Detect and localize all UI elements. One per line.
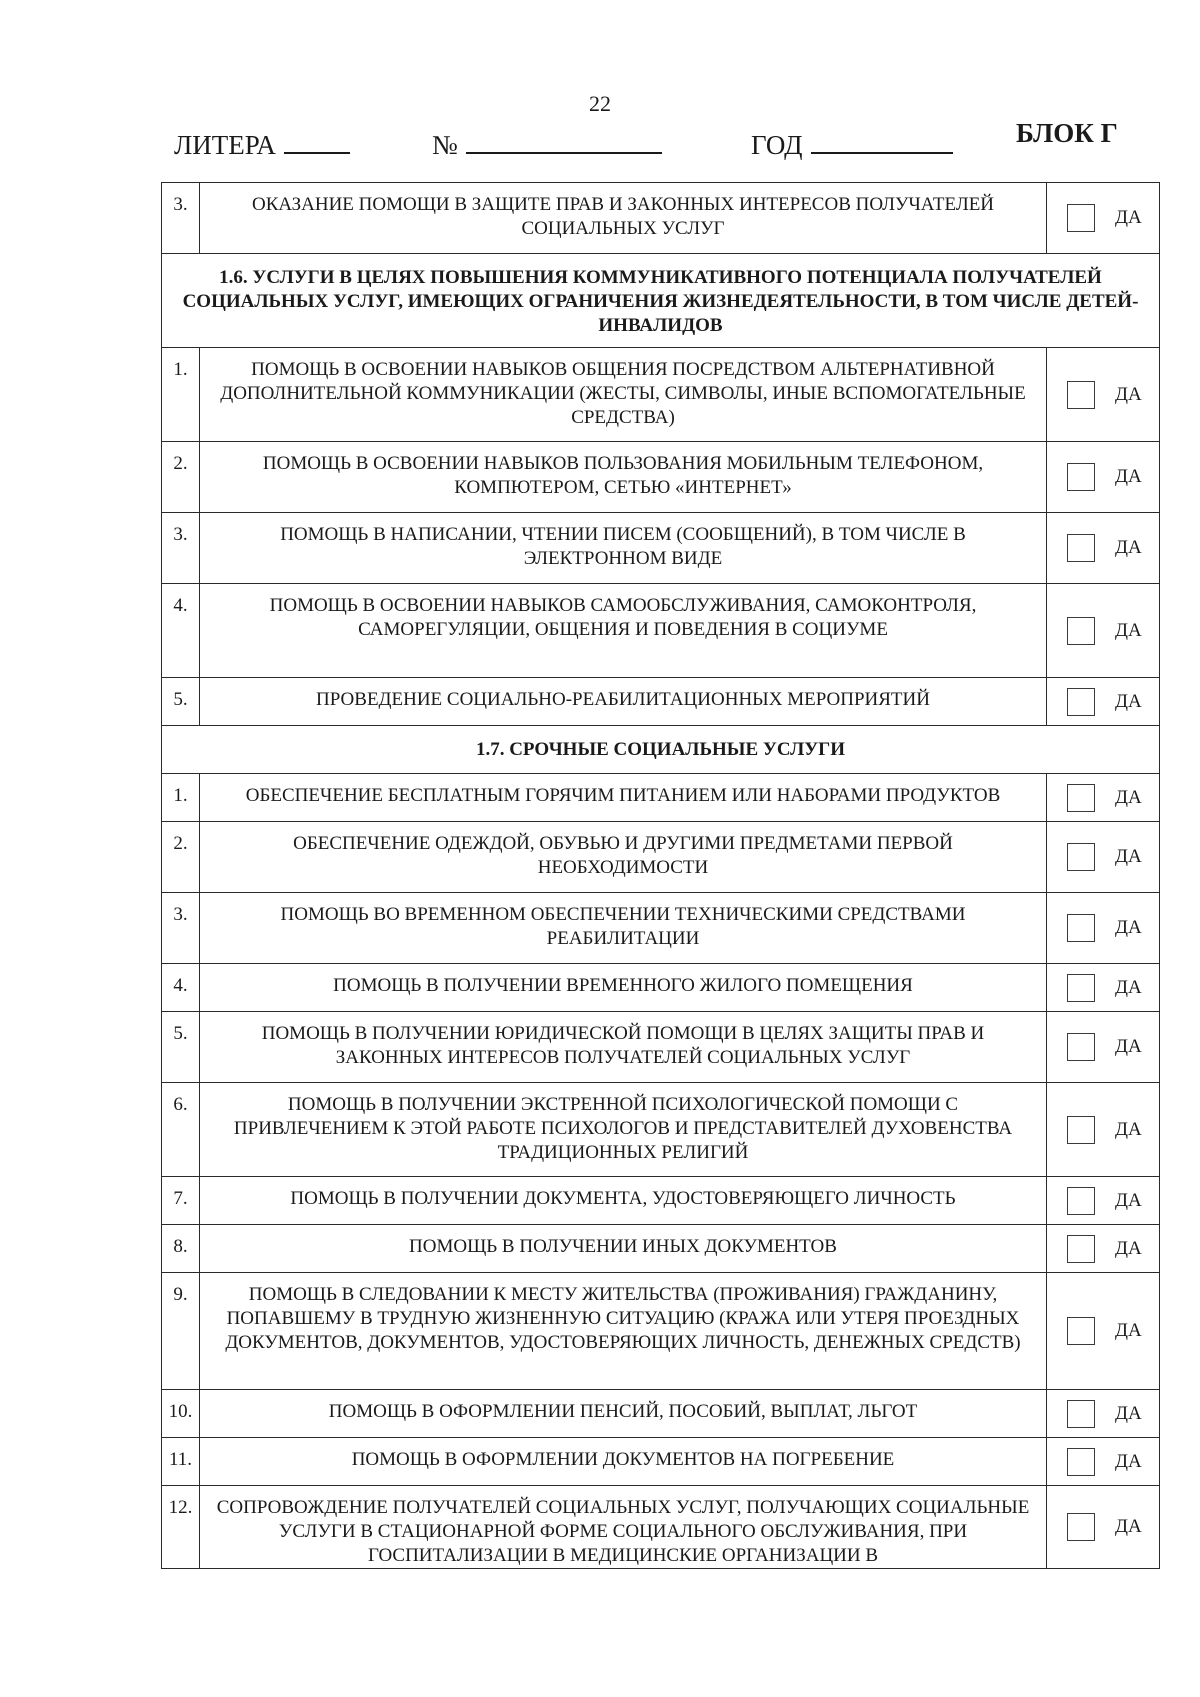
row-number: 7. [162,1177,200,1225]
litera-input-line[interactable] [284,128,350,154]
yes-label: ДА [1115,1118,1142,1140]
number-input-line[interactable] [466,128,662,154]
answer-group [1047,1513,1159,1541]
yes-checkbox[interactable] [1067,1187,1095,1215]
service-description: ПОМОЩЬ В ОСВОЕНИИ НАВЫКОВ ОБЩЕНИЯ ПОСРЕДСТВОМ АЛЬТЕРНАТИВНОЙ ДОПОЛНИТЕЛЬНОЙ КОММУНИКАЦИИ (ЖЕСТЫ, СИМВОЛЫ, ИНЫЕ ВСПОМОГАТЕЛЬНЫЕ СРЕДСТВА) [200,348,1047,442]
section-heading-row [162,254,1160,348]
row-number: 4. [162,964,200,1012]
yes-label: ДА [1115,1516,1142,1537]
yes-checkbox[interactable] [1067,617,1095,645]
yes-label: ДА [1115,786,1142,808]
answer-cell [1047,1083,1160,1177]
yes-checkbox[interactable] [1067,534,1095,562]
answer-group [1047,1235,1159,1263]
yes-label: ДА [1115,1402,1142,1424]
answer-cell [1047,1486,1160,1569]
yes-label: ДА [1115,846,1142,867]
answer-group [1047,463,1159,491]
answer-group [1047,617,1159,645]
yes-label: ДА [1115,976,1142,998]
row-number: 5. [162,1012,200,1083]
answer-cell [1047,1012,1160,1083]
row-number: 9. [162,1273,200,1390]
answer-group [1047,974,1159,1002]
year-field [751,128,953,161]
answer-group [1047,534,1159,562]
yes-label: ДА [1115,383,1142,405]
yes-label: ДА [1115,1036,1142,1057]
services-table-body [162,183,1160,1569]
answer-group [1047,914,1159,942]
yes-label: ДА [1115,619,1142,641]
answer-group [1047,843,1159,871]
answer-cell [1047,183,1160,254]
answer-group [1047,1116,1159,1144]
yes-label: ДА [1115,917,1142,938]
service-row [162,1390,1160,1438]
section-heading: 1.6. УСЛУГИ В ЦЕЛЯХ ПОВЫШЕНИЯ КОММУНИКАТИВНОГО ПОТЕНЦИАЛА ПОЛУЧАТЕЛЕЙ СОЦИАЛЬНЫХ УСЛУГ, ИМЕЮЩИХ ОГРАНИЧЕНИЯ ЖИЗНЕДЕЯТЕЛЬНОСТИ, В ТОМ ЧИСЛЕ ДЕТЕЙ-ИНВАЛИДОВ [162,254,1160,348]
answer-cell [1047,678,1160,726]
number-field [432,128,662,161]
yes-label: ДА [1115,207,1142,228]
year-label: ГОД [751,130,803,160]
yes-label: ДА [1115,1237,1142,1259]
yes-checkbox[interactable] [1067,1448,1095,1476]
answer-group [1047,1033,1159,1061]
answer-group [1047,1448,1159,1476]
service-description: ОКАЗАНИЕ ПОМОЩИ В ЗАЩИТЕ ПРАВ И ЗАКОННЫХ ИНТЕРЕСОВ ПОЛУЧАТЕЛЕЙ СОЦИАЛЬНЫХ УСЛУГ [200,183,1047,254]
answer-cell [1047,893,1160,964]
service-row [162,348,1160,442]
row-number: 1. [162,774,200,822]
answer-cell [1047,1438,1160,1486]
yes-checkbox[interactable] [1067,381,1095,409]
service-row [162,1225,1160,1273]
services-table [161,182,1160,1569]
row-number: 5. [162,678,200,726]
yes-checkbox[interactable] [1067,1033,1095,1061]
yes-checkbox[interactable] [1067,1513,1095,1541]
service-description: ПОМОЩЬ В ПОЛУЧЕНИИ ЭКСТРЕННОЙ ПСИХОЛОГИЧЕСКОЙ ПОМОЩИ С ПРИВЛЕЧЕНИЕМ К ЭТОЙ РАБОТЕ ПСИХОЛОГОВ И ПРЕДСТАВИТЕЛЕЙ ДУХОВЕНСТВА ТРАДИЦИОННЫХ РЕЛИГИЙ [200,1083,1047,1177]
answer-cell [1047,513,1160,584]
service-row [162,183,1160,254]
answer-cell [1047,1225,1160,1273]
yes-label: ДА [1115,466,1142,487]
service-row [162,822,1160,893]
yes-label: ДА [1115,1450,1142,1472]
block-label: БЛОК Г [1016,118,1118,148]
answer-group [1047,1400,1159,1428]
yes-checkbox[interactable] [1067,784,1095,812]
row-number: 10. [162,1390,200,1438]
service-description: ПОМОЩЬ В ПОЛУЧЕНИИ ИНЫХ ДОКУМЕНТОВ [200,1225,1047,1273]
row-number: 11. [162,1438,200,1486]
answer-group [1047,1317,1159,1345]
year-input-line[interactable] [811,128,953,154]
service-description: ПОМОЩЬ В ОСВОЕНИИ НАВЫКОВ САМООБСЛУЖИВАНИЯ, САМОКОНТРОЛЯ, САМОРЕГУЛЯЦИИ, ОБЩЕНИЯ И ПОВЕДЕНИЯ В СОЦИУМЕ [200,584,1047,678]
service-row [162,1438,1160,1486]
service-row [162,1083,1160,1177]
yes-label: ДА [1115,1320,1142,1341]
service-description: СОПРОВОЖДЕНИЕ ПОЛУЧАТЕЛЕЙ СОЦИАЛЬНЫХ УСЛУГ, ПОЛУЧАЮЩИХ СОЦИАЛЬНЫЕ УСЛУГИ В СТАЦИОНАРНОЙ ФОРМЕ СОЦИАЛЬНОГО ОБСЛУЖИВАНИЯ, ПРИ ГОСПИТАЛИЗАЦИИ В МЕДИЦИНСКИЕ ОРГАНИЗАЦИИ В [200,1486,1047,1569]
service-row [162,1177,1160,1225]
section-heading-row [162,726,1160,774]
yes-checkbox[interactable] [1067,974,1095,1002]
service-row [162,513,1160,584]
answer-group [1047,784,1159,812]
answer-group [1047,1187,1159,1215]
yes-checkbox[interactable] [1067,843,1095,871]
service-row [162,774,1160,822]
litera-label: ЛИТЕРА [174,130,276,160]
yes-checkbox[interactable] [1067,1317,1095,1345]
answer-group [1047,688,1159,716]
yes-label: ДА [1115,537,1142,558]
yes-label: ДА [1115,690,1142,712]
answer-group [1047,381,1159,409]
answer-cell [1047,584,1160,678]
row-number: 1. [162,348,200,442]
service-description: ПОМОЩЬ В ОСВОЕНИИ НАВЫКОВ ПОЛЬЗОВАНИЯ МОБИЛЬНЫМ ТЕЛЕФОНОМ, КОМПЮТЕРОМ, СЕТЬЮ «ИНТЕРНЕТ» [200,442,1047,513]
yes-checkbox[interactable] [1067,1116,1095,1144]
row-number: 12. [162,1486,200,1569]
service-row [162,1012,1160,1083]
row-number: 3. [162,513,200,584]
service-row [162,678,1160,726]
service-row [162,442,1160,513]
service-row [162,1273,1160,1390]
yes-checkbox[interactable] [1067,1400,1095,1428]
service-description: ПРОВЕДЕНИЕ СОЦИАЛЬНО-РЕАБИЛИТАЦИОННЫХ МЕРОПРИЯТИЙ [200,678,1047,726]
page-number: 22 [589,91,611,116]
yes-checkbox[interactable] [1067,463,1095,491]
answer-cell [1047,774,1160,822]
service-description: ПОМОЩЬ ВО ВРЕМЕННОМ ОБЕСПЕЧЕНИИ ТЕХНИЧЕСКИМИ СРЕДСТВАМИ РЕАБИЛИТАЦИИ [200,893,1047,964]
yes-checkbox[interactable] [1067,204,1095,232]
section-heading: 1.7. СРОЧНЫЕ СОЦИАЛЬНЫЕ УСЛУГИ [162,726,1160,774]
service-description: ПОМОЩЬ В ПОЛУЧЕНИИ ДОКУМЕНТА, УДОСТОВЕРЯЮЩЕГО ЛИЧНОСТЬ [200,1177,1047,1225]
service-description: ПОМОЩЬ В СЛЕДОВАНИИ К МЕСТУ ЖИТЕЛЬСТВА (ПРОЖИВАНИЯ) ГРАЖДАНИНУ, ПОПАВШЕМУ В ТРУДНУЮ ЖИЗНЕННУЮ СИТУАЦИЮ (КРАЖА ИЛИ УТЕРЯ ПРОЕЗДНЫХ ДОКУМЕНТОВ, ДОКУМЕНТОВ, УДОСТОВЕРЯЮЩИХ ЛИЧНОСТЬ, ДЕНЕЖНЫХ СРЕДСТВ) [200,1273,1047,1390]
answer-cell [1047,1273,1160,1390]
service-row [162,893,1160,964]
row-number: 2. [162,822,200,893]
service-row [162,964,1160,1012]
service-description: ОБЕСПЕЧЕНИЕ ОДЕЖДОЙ, ОБУВЬЮ И ДРУГИМИ ПРЕДМЕТАМИ ПЕРВОЙ НЕОБХОДИМОСТИ [200,822,1047,893]
row-number: 3. [162,183,200,254]
answer-cell [1047,348,1160,442]
row-number: 3. [162,893,200,964]
yes-checkbox[interactable] [1067,1235,1095,1263]
yes-checkbox[interactable] [1067,688,1095,716]
row-number: 6. [162,1083,200,1177]
service-description: ПОМОЩЬ В ОФОРМЛЕНИИ ДОКУМЕНТОВ НА ПОГРЕБЕНИЕ [200,1438,1047,1486]
answer-cell [1047,1177,1160,1225]
service-row [162,1486,1160,1569]
service-description: ПОМОЩЬ В ОФОРМЛЕНИИ ПЕНСИЙ, ПОСОБИЙ, ВЫПЛАТ, ЛЬГОТ [200,1390,1047,1438]
yes-label: ДА [1115,1189,1142,1211]
yes-checkbox[interactable] [1067,914,1095,942]
litera-field [174,128,350,161]
service-description: ПОМОЩЬ В НАПИСАНИИ, ЧТЕНИИ ПИСЕМ (СООБЩЕНИЙ), В ТОМ ЧИСЛЕ В ЭЛЕКТРОННОМ ВИДЕ [200,513,1047,584]
answer-cell [1047,964,1160,1012]
answer-cell [1047,442,1160,513]
service-row [162,584,1160,678]
service-description: ОБЕСПЕЧЕНИЕ БЕСПЛАТНЫМ ГОРЯЧИМ ПИТАНИЕМ ИЛИ НАБОРАМИ ПРОДУКТОВ [200,774,1047,822]
row-number: 4. [162,584,200,678]
answer-cell [1047,1390,1160,1438]
service-description: ПОМОЩЬ В ПОЛУЧЕНИИ ВРЕМЕННОГО ЖИЛОГО ПОМЕЩЕНИЯ [200,964,1047,1012]
service-description: ПОМОЩЬ В ПОЛУЧЕНИИ ЮРИДИЧЕСКОЙ ПОМОЩИ В ЦЕЛЯХ ЗАЩИТЫ ПРАВ И ЗАКОННЫХ ИНТЕРЕСОВ ПОЛУЧАТЕЛЕЙ СОЦИАЛЬНЫХ УСЛУГ [200,1012,1047,1083]
answer-cell [1047,822,1160,893]
answer-group [1047,204,1159,232]
row-number: 2. [162,442,200,513]
row-number: 8. [162,1225,200,1273]
number-label: № [432,130,458,160]
